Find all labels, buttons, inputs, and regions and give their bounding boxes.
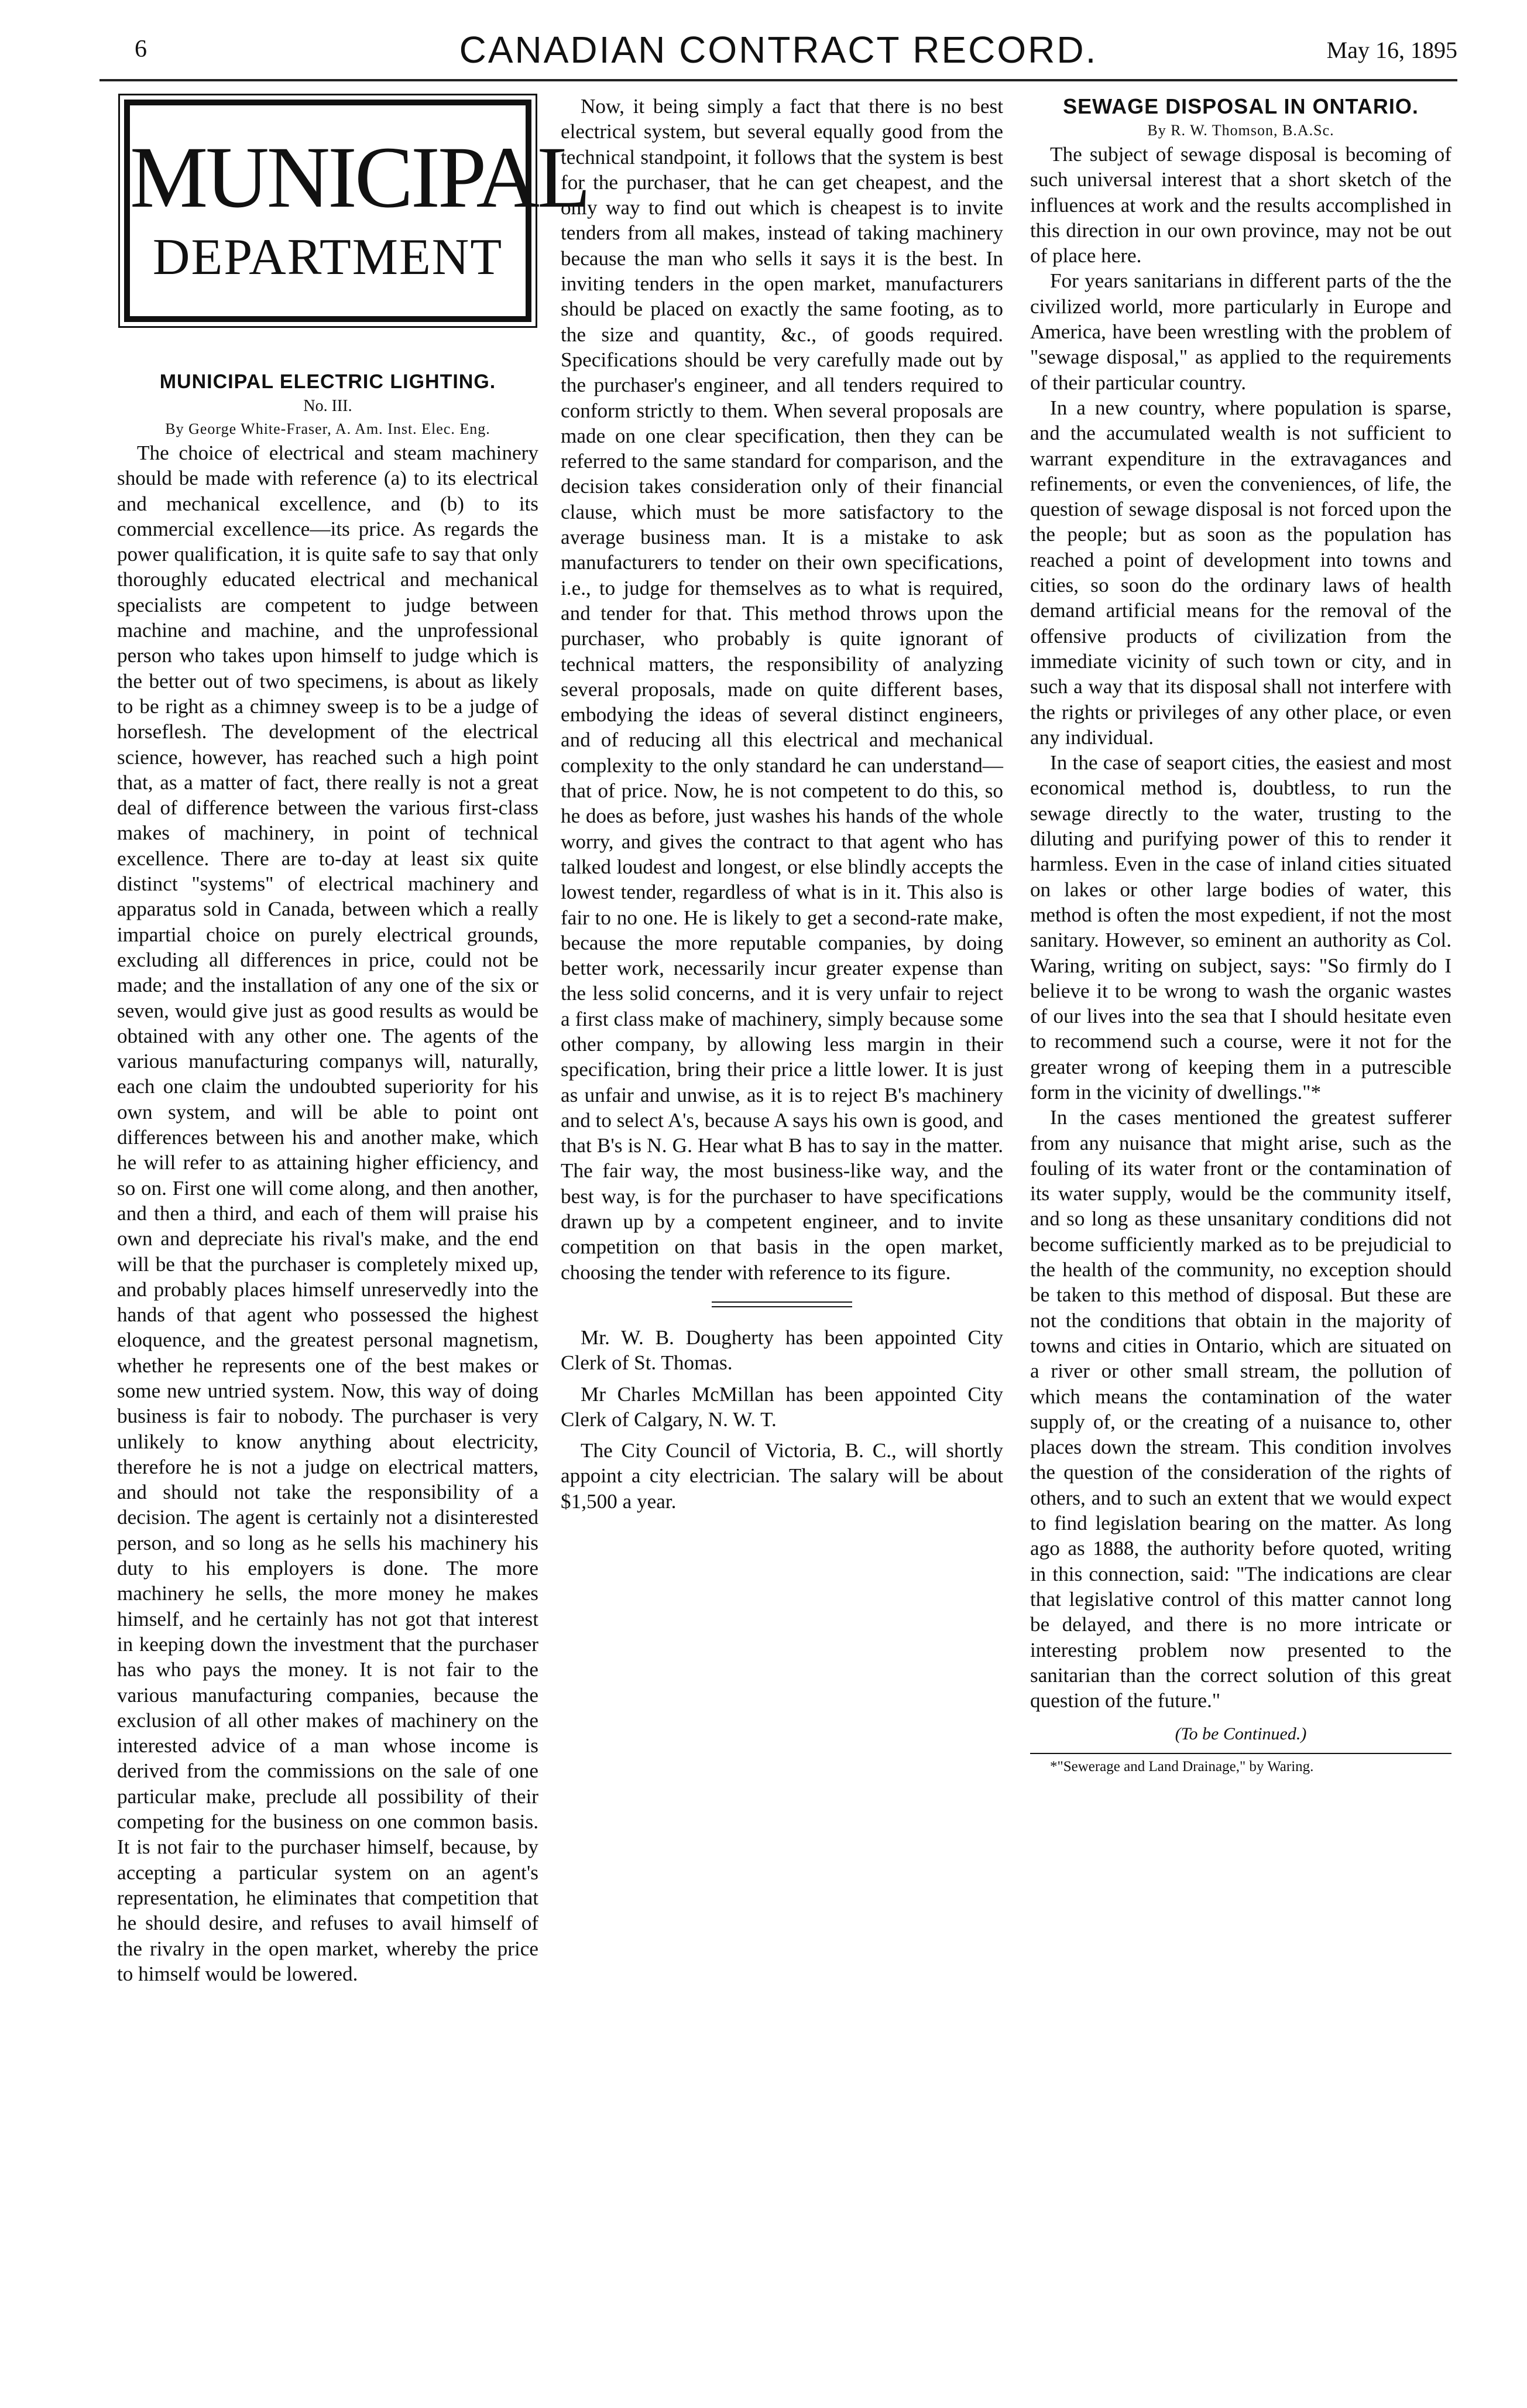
news-item: The City Council of Victoria, B. C., will shortly appoint a city electrician. The salary will be about $1,500 a year. bbox=[561, 1439, 1003, 1513]
department-banner bbox=[124, 100, 589, 322]
issue-date: May 16, 1895 bbox=[1326, 37, 1457, 63]
article-number: No. III. bbox=[303, 397, 352, 415]
page-header bbox=[99, 23, 1457, 70]
continued-note: (To be Continued.) bbox=[1175, 1724, 1307, 1744]
footnote: *"Sewerage and Land Drainage," by Waring. bbox=[1050, 1758, 1314, 1775]
page-number: 6 bbox=[135, 36, 147, 63]
article-body-paragraph: Now, it being simply a fact that there is no best electrical system, but several equally good from the technical standpoint, it follows that the system is best for the purchaser, that he can get cheapest, and the only way to find out which is cheapest is to invite tenders from all makes, instead of taking machinery because the man who sells it says it is the best. In inviting tenders in the open market, manufacturers should be placed on exactly the same footing, as to the size and quantity, &c., of goods required. Specifications should be very carefully made out by the purchaser's engineer, and all tenders required to conform strictly to them. When several proposals are made on one clear specification, then they can be referred to the same standard for comparison, and the decision takes consideration only of their financial clause, which must be more satisfactory to the average business man. It is a mistake to ask manufacturers to tender on their own specifications, i.e., to judge for themselves as to what is required, and tender for that. This method throws upon the purchaser, who probably is quite ignorant of technical matters, the responsibility of analyzing several proposals, made on quite different bases, embodying the ideas of several distinct engineers, and of reducing all this electrical and mechanical complexity to the only standard he can understand—that of price. Now, he is not competent to do this, so he does as before, just washes his hands of the whole worry, and gives the contract to that agent who has talked loudest and longest, or else blindly accepts the lowest tender, regardless of what is in it. This also is fair to no one. He is likely to get a second-rate make, because the more reputable companies, by doing better work, necessarily incur greater expense than the less solid concerns, and it is very unfair to reject a first class make of machinery, simply because some other company, by allowing less margin in their specification, bring their price a little lower. It is just as unfair and unwise, as it is to reject B's machinery and to select A's, because A says his own is good, and that B's is N. G. Hear what B has to say in the matter. The fair way, the most business-like way, and the best way, is for the purchaser to have specifications drawn up by a competent engineer, and to invite competition on that basis in the open market, choosing the tender with reference to its figure. bbox=[561, 95, 1003, 1284]
article-paragraph: In the case of seaport cities, the easiest and most economical method is, doubtless, to run the sewage directly to the water, trusting to the diluting and purifying power of this to render it harmless. Even in the case of inland cities situated on lakes or other large bodies of water, this method is often the most expedient, if not the most sanitary. However, so eminent an authority as Col. Waring, writing on subject, says: "So firmly do I believe it to be wrong to wash the organic wastes of our lives into the sea that I should hesitate even to recommend such a course, were it not for the greater wrong of keeping them in a putrescible form in the vicinity of dwellings."* bbox=[1030, 751, 1451, 1104]
article-title: SEWAGE DISPOSAL IN ONTARIO. bbox=[1063, 94, 1419, 118]
publication-title: CANADIAN CONTRACT RECORD. bbox=[459, 29, 1098, 71]
header-rule bbox=[99, 79, 1457, 81]
department-title-line1: MUNICIPAL bbox=[130, 129, 589, 226]
article-paragraph: For years sanitarians in different parts of the the civilized world, more particularly in Europe and America, have been wrestling with the problem of "sewage disposal," as applied to the requirements of their particular country. bbox=[1030, 269, 1451, 394]
section-divider bbox=[712, 1301, 852, 1307]
column-2 bbox=[561, 94, 1003, 1514]
article-byline: By R. W. Thomson, B.A.Sc. bbox=[1147, 122, 1334, 139]
article-body: The choice of electrical and steam machinery should be made with reference (a) to its electrical and mechanical excellence, and (b) to its commercial excellence—its price. As regards the power qualification, it is quite safe to say that only thoroughly educated electrical and mechanical specialists are competent to judge between machine and machine, and the unprofessional person who takes upon himself to judge which is the better out of two specimens, is about as likely to be right as a chimney sweep is to be a judge of horseflesh. The development of the electrical science, however, has reached such a high point that, as a matter of fact, there really is not a great deal of difference between the various first-class makes of machinery, in point of technical excellence. There are to-day at least six quite distinct "systems" of electrical machinery and apparatus sold in Canada, between which a really impartial choice on purely electrical grounds, excluding all differences in price, could not be made; and the installation of any one of the six or seven, would give just as good results as would be obtained with any other one. The agents of the various manufacturing companys will, naturally, each one claim the undoubted superiority for his own system, and will be able to point ont differences between his and another make, which he will refer to as attaining higher efficiency, and so on. First one will come along, and then another, and then a third, and each of them will praise his own and depreciate his rival's make, and the end will be that the purchaser is completely mixed up, and probably places himself unreservedly into the hands of that agent who possessed the highest eloquence, and the greatest personal magnetism, whether he represents one of the best makes or some new untried system. Now, this way of doing business is fair to nobody. The purchaser is very unlikely to know anything about electricity, therefore he is not a judge on electrical matters, and should not take the responsibility of a decision. The agent is certainly not a disinterested person, and so long as he sells his machinery his duty to his employers is done. The more machinery he sells, the more money he makes himself, and he certainly has not got that interest in keeping down the investment that the purchaser has who pays the money. It is not fair to the various manufacturing companies, because the exclusion of all other makes of machinery on the interested advice of a man whose income is derived from the commissions on the sale of one particular make, preclude all possibility of their competing for the business on one common basis. It is not fair to the purchaser himself, because, by accepting a particular system on an agent's representation, he eliminates that competition that he should desire, and refuses to avail himself of the rivalry in the open market, whereby the price to himself would be lowered. bbox=[117, 441, 538, 1985]
news-item: Mr Charles McMillan has been appointed City Clerk of Calgary, N. W. T. bbox=[561, 1382, 1003, 1431]
footnote-rule bbox=[1030, 1753, 1451, 1754]
article-byline: By George White-Fraser, A. Am. Inst. Elec. Eng. bbox=[165, 420, 490, 437]
column-1 bbox=[117, 88, 589, 1986]
article-paragraph: In the cases mentioned the greatest sufferer from any nuisance that might arise, such as the fouling of its water front or the contamination of its water supply, would be the community itself, and so long as these unsanitary conditions did not become sufficiently marked as to be prejudicial to the health of the community, no exception should be taken to this method of disposal. But these are not the conditions that obtain in the majority of towns and cities in Ontario, which are situated on a river or other small stream, the pollution of which means the contamination of the water supply of, or the creating of a nuisance to, other places down the stream. This condition involves the question of the consideration of the rights of others, and to such an extent that we would expect to find legislation bearing on the matter. As long ago as 1888, the authority before quoted, writing in this connection, said: "The indications are clear that legislative control of this matter cannot long be delayed, and there is no more intricate or interesting problem now presented to the sanitarian than the correct solution of this great question of the future." bbox=[1030, 1106, 1451, 1712]
article-title: MUNICIPAL ELECTRIC LIGHTING. bbox=[159, 371, 496, 393]
column-3 bbox=[1030, 94, 1451, 1776]
news-item: Mr. W. B. Dougherty has been appointed City Clerk of St. Thomas. bbox=[561, 1325, 1003, 1375]
department-title-line2: DEPARTMENT bbox=[152, 229, 503, 286]
article-paragraph: In a new country, where population is sparse, and the accumulated wealth is not sufficient to warrant expenditure in the extravagances and refinements, or even the conveniences, of life, the question of sewage disposal is not forced upon the the people; but as soon as the population has reached a point of development into towns and cities, so soon do the ordinary laws of health demand artificial means for the removal of the offensive products of civilization from the immediate vicinity of such town or city, and in such a way that its disposal shall not interfere with the rights or privileges of any other place, or even any individual. bbox=[1030, 396, 1451, 749]
article-paragraph: The subject of sewage disposal is becoming of such universal interest that a short sketch of the influences at work and the results accomplished in this direction in our own province, may not be out of place here. bbox=[1030, 143, 1451, 268]
